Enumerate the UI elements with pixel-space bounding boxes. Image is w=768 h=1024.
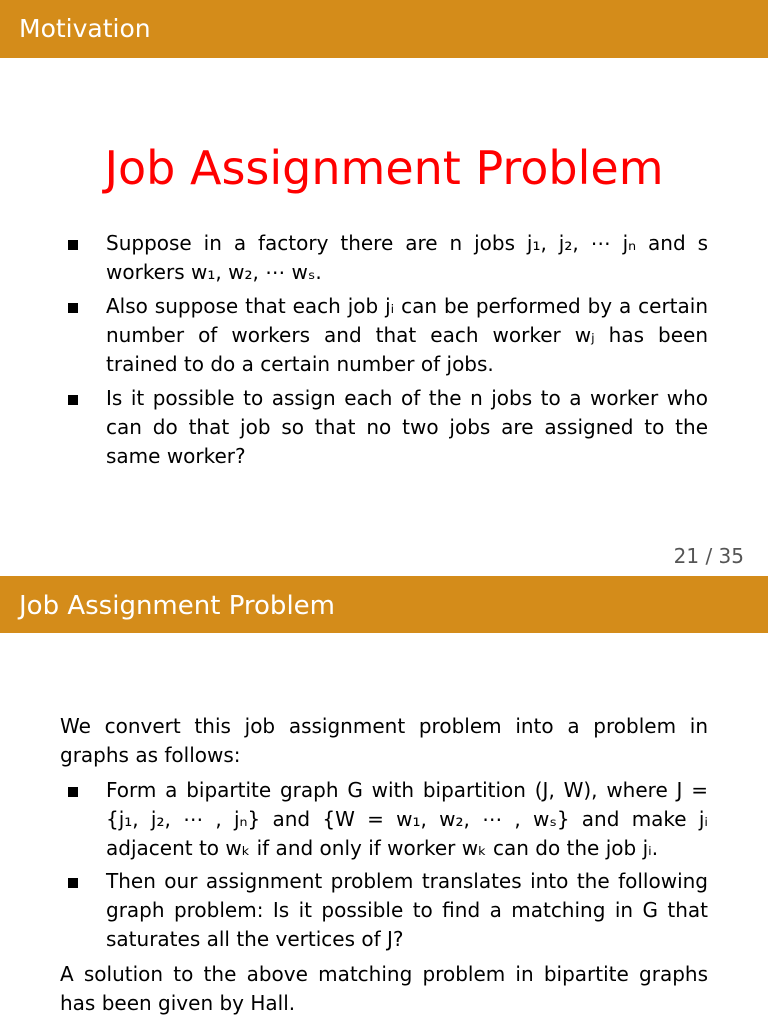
- bullet-square-icon: [68, 878, 78, 888]
- bullet-square-icon: [68, 303, 78, 313]
- bullet-text: Also suppose that each job jᵢ can be performed by a certain number of workers and that each worker wⱼ has been trained to do a certain number of jobs.: [106, 294, 708, 376]
- bullet-square-icon: [68, 240, 78, 250]
- slide-title: Job Assignment Problem: [104, 141, 664, 195]
- list-item: [0, 292, 708, 379]
- bullet-list: [0, 229, 768, 476]
- bullet-square-icon: [68, 395, 78, 405]
- bullet-text: Then our assignment problem translates into the following graph problem: Is it possible to find a matching in G that saturates all the vertices of J?: [106, 869, 708, 951]
- list-item: [0, 867, 708, 954]
- frame-title-bar: Motivation: [0, 0, 768, 58]
- closing-paragraph: A solution to the above matching problem in bipartite graphs has been given by Hall.: [60, 962, 708, 1015]
- bullet-text: Suppose in a factory there are n jobs j₁, j₂, ⋯ jₙ and s workers w₁, w₂, ⋯ wₛ.: [106, 231, 708, 284]
- bullet-list: [0, 776, 768, 958]
- frame-title-bar: Job Assignment Problem: [0, 576, 768, 633]
- list-item: [0, 776, 708, 863]
- bullet-square-icon: [68, 787, 78, 797]
- list-item: [0, 384, 708, 471]
- slide-job-assignment: [0, 576, 768, 1024]
- bullet-text: Form a bipartite graph G with bipartition (J, W), where J = {j₁, j₂, ⋯ , jₙ} and {W = w₁, w₂, ⋯ , wₛ} and make jᵢ adjacent to wₖ if and only if worker wₖ can do the job jᵢ.: [106, 778, 708, 860]
- intro-paragraph: We convert this job assignment problem into a problem in graphs as follows:: [60, 714, 708, 767]
- page-number: 21 / 35: [673, 544, 744, 568]
- bullet-text: Is it possible to assign each of the n jobs to a worker who can do that job so that no two jobs are assigned to the same worker?: [106, 386, 708, 468]
- list-item: [0, 229, 708, 287]
